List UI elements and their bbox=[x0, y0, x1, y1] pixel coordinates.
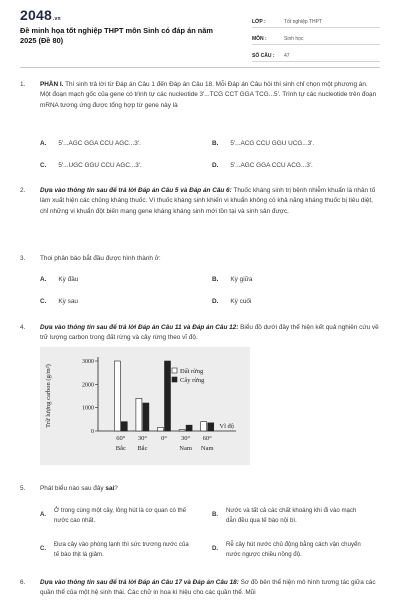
x-hemisphere-label: Bắc bbox=[115, 445, 126, 452]
option-text: Nước và tất cả các chất khoáng khi đi vào mạch dẫn đều qua tế bào nội bì. bbox=[226, 507, 357, 524]
option-text: Kỳ giữa bbox=[230, 276, 253, 283]
carbon-chart-svg bbox=[40, 347, 250, 465]
option-letter: C. bbox=[40, 162, 47, 169]
meta-value: Sinh học bbox=[284, 35, 304, 42]
y-tick-label: 3000 bbox=[82, 359, 94, 365]
option-text: Ở trong cùng một cây, lông hút là cơ quan có thế nước cao nhất. bbox=[54, 507, 187, 524]
question-1 bbox=[20, 80, 382, 111]
bar bbox=[179, 430, 185, 431]
legend-swatch bbox=[172, 368, 177, 373]
question-body: Sơ đồ bên thể hiện mô hình tương tác giữa các quần thể của một hệ sinh thái. Các chữ in hoa kí hiệu cho các quần thể. Mũi bbox=[40, 579, 376, 597]
bar bbox=[208, 423, 214, 431]
x-tick-label: 0° bbox=[161, 435, 167, 442]
question-lead: Dựa vào thông tin sau để trả lời Đáp án Câu 5 và Đáp án Câu 6: bbox=[40, 187, 232, 194]
option-letter: D. bbox=[212, 162, 219, 169]
question-tail: ? bbox=[114, 485, 118, 492]
answer-option-a[interactable] bbox=[40, 506, 194, 525]
answer-option-c[interactable] bbox=[40, 298, 78, 305]
answer-option-c[interactable] bbox=[40, 162, 142, 169]
option-text: Kỳ đầu bbox=[58, 276, 79, 283]
meta-key: SỐ CÂU : bbox=[252, 52, 275, 59]
legend-label: Cây rừng bbox=[180, 377, 205, 384]
bar bbox=[158, 428, 164, 432]
bar bbox=[114, 361, 120, 431]
option-letter: A. bbox=[40, 511, 47, 518]
question-text bbox=[40, 578, 382, 599]
bar bbox=[136, 398, 142, 431]
option-letter: D. bbox=[212, 545, 219, 552]
meta-value: Tốt nghiệp THPT bbox=[284, 18, 322, 25]
exam-meta bbox=[252, 16, 380, 67]
question-text bbox=[40, 186, 382, 217]
meta-row-subject bbox=[252, 33, 380, 45]
question-lead: Dựa vào thông tin sau để trả lời Đáp án Câu 11 và Đáp án Câu 12: bbox=[40, 324, 239, 331]
x-tick-label: 30° bbox=[137, 435, 147, 442]
question-emphasis: sai bbox=[105, 485, 115, 492]
question-text: Thoi phân bào bắt đầu được hình thành ở: bbox=[40, 255, 161, 262]
question-number: 4. bbox=[20, 324, 26, 331]
x-tick-label: 60° bbox=[202, 435, 212, 442]
option-text: 5'...AGC GGA CCU ACG...3'. bbox=[230, 162, 313, 169]
answer-option-a[interactable] bbox=[40, 140, 141, 147]
option-text: Kỳ sau bbox=[58, 298, 78, 305]
question-body: Phát biểu nào sau đây bbox=[40, 485, 106, 492]
x-tick-label: 30° bbox=[181, 435, 191, 442]
option-text: Rễ cây hút nước chủ động bằng cách vận chuyển nước ngược chiều nồng độ. bbox=[226, 541, 361, 558]
option-letter: D. bbox=[212, 298, 219, 305]
part-intro: Thí sinh trả lời từ Đáp án Câu 1 đến Đáp án Câu 18. Mỗi Đáp án Câu hỏi thí sinh chỉ chọn một phương án. bbox=[63, 81, 368, 88]
answer-option-b[interactable] bbox=[212, 506, 366, 525]
legend-swatch bbox=[172, 377, 177, 382]
option-letter: B. bbox=[212, 276, 219, 283]
y-tick-label: 1000 bbox=[82, 405, 94, 412]
option-text: 5'...UGC GGU CCU AGC...3'. bbox=[58, 162, 142, 169]
logo-suffix: .vn bbox=[52, 16, 61, 22]
answer-option-d[interactable] bbox=[212, 162, 313, 169]
x-tick-label: 60° bbox=[116, 435, 126, 442]
option-letter: C. bbox=[40, 545, 47, 552]
bar bbox=[121, 422, 127, 431]
option-text: Đưa cây vào phòng lạnh thì sức trương nước của tế bào thịt lá giảm. bbox=[54, 541, 189, 558]
option-letter: A. bbox=[40, 276, 47, 283]
question-5 bbox=[20, 484, 382, 494]
question-2 bbox=[20, 186, 382, 217]
meta-row-class bbox=[252, 16, 380, 28]
y-axis-label: Trữ lượng carbon (g/m²) bbox=[45, 364, 52, 428]
meta-key: LỚP : bbox=[252, 18, 266, 25]
option-letter: B. bbox=[212, 511, 219, 518]
question-4 bbox=[20, 323, 382, 344]
y-tick-label: 2000 bbox=[82, 382, 94, 389]
legend-label: Đất rừng bbox=[180, 368, 204, 375]
bar bbox=[165, 361, 171, 431]
question-body: Thuốc kháng sinh trị bệnh nhiễm khuẩn là nhân tố làm xuất hiện các chủng kháng thuốc. Vì thuốc kháng sinh khiến vi khuẩn không có khả năng kháng thuốc bị tiêu diệt, chỉ những vi khuẩn đột biến mang gene kháng kháng sinh mới tồn tại và sinh sản được. bbox=[40, 187, 376, 215]
option-letter: A. bbox=[40, 140, 47, 147]
x-hemisphere-label: Nam bbox=[200, 445, 214, 452]
meta-row-count bbox=[252, 50, 380, 62]
option-text: 5'...ACG CCU GGU UCG...3'. bbox=[230, 140, 315, 147]
logo-text: 2048 bbox=[20, 7, 52, 23]
x-axis-label: Vĩ độ bbox=[219, 423, 234, 430]
question-6 bbox=[20, 578, 382, 599]
bar bbox=[143, 403, 149, 431]
answer-option-b[interactable] bbox=[212, 276, 252, 283]
question-text bbox=[40, 323, 382, 344]
question-number: 2. bbox=[20, 187, 26, 194]
question-body: Một đoạn mạch gốc của gene có trình tự các nucleotide 3'...TCG CCT GGA TCG...5'. Trình tự các nucleotide trên đoạn mRNA tương ứng được tổng hợp từ gene này là bbox=[40, 91, 377, 109]
page-title: Đề minh họa tốt nghiệp THPT môn Sinh có đáp án năm 2025 (Đề 80) bbox=[20, 26, 213, 45]
x-hemisphere-label: Bắc bbox=[137, 445, 148, 452]
question-number: 5. bbox=[20, 485, 26, 492]
answer-option-b[interactable] bbox=[212, 140, 314, 147]
option-letter: C. bbox=[40, 298, 47, 305]
meta-value: 47 bbox=[284, 52, 290, 59]
part-label: PHẦN I. bbox=[40, 81, 64, 88]
header-divider bbox=[20, 67, 380, 68]
meta-key: MÔN : bbox=[252, 35, 267, 42]
question-text bbox=[40, 80, 382, 111]
question-lead: Dựa vào thông tin sau để trả lời Đáp án Câu 17 và Đáp án Câu 18: bbox=[40, 579, 239, 586]
answer-option-d[interactable] bbox=[212, 298, 251, 305]
option-text: 5'...AGC GGA CCU AGC...3'. bbox=[58, 140, 141, 147]
question-text bbox=[40, 484, 382, 494]
answer-option-d[interactable] bbox=[212, 540, 366, 559]
bar bbox=[201, 422, 207, 431]
question-body: Biểu đồ dưới đây thể hiện kết quả nghiên cứu về trữ lượng carbon trong đất rừng và cây rừng theo vĩ độ. bbox=[40, 324, 379, 342]
y-tick-label: 0 bbox=[91, 429, 94, 435]
carbon-chart bbox=[40, 347, 250, 465]
answer-option-c[interactable] bbox=[40, 540, 194, 559]
question-number: 3. bbox=[20, 255, 26, 262]
option-text: Kỳ cuối bbox=[230, 298, 252, 305]
bar bbox=[186, 425, 192, 431]
site-logo[interactable] bbox=[20, 7, 61, 23]
x-hemisphere-label: Nam bbox=[179, 445, 192, 452]
answer-option-a[interactable] bbox=[40, 276, 78, 283]
question-number: 1. bbox=[20, 81, 26, 88]
question-3 bbox=[20, 254, 382, 264]
option-letter: B. bbox=[212, 140, 219, 147]
question-number: 6. bbox=[20, 579, 26, 586]
